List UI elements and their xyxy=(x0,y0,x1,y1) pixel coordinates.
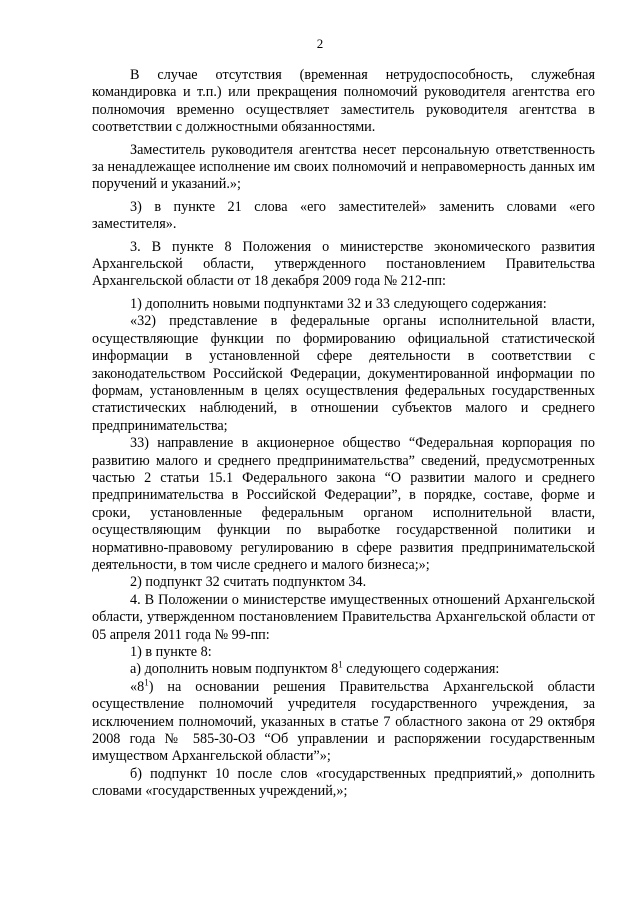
paragraph-12-text-before: «8 xyxy=(130,678,145,695)
page-number: 2 xyxy=(316,36,324,51)
paragraph-7: 33) направление в акционерное общество “Федеральная корпорация по развитию малого и среднего предпринимательства” сведений, предусмотренных частью 2 статьи 15.1 Федерального закона “О развитии малого и среднего предпринимательства в Российской Федерации”, в порядке, составе, форме и сроки, установленные федеральным органом исполнительной власти, осуществляющим функции по выработке государственной политики и нормативно-правовому регулированию в сфере развития предпринимательской деятельности, в том числе среднего и малого бизнеса;»; xyxy=(92,435,595,573)
document-body xyxy=(92,67,595,801)
paragraph-12-superscript: 1 xyxy=(144,677,149,688)
paragraph-12-text-after: ) на основании решения Правительства Архангельской области осуществление полномочий учредителя государственного учреждения, за исключением полномочий, указанных в статье 7 областного закона от 29 октября 2008 года № 585-30-ОЗ “Об управлении и распоряжении государственным имуществом Архангельской области”»; xyxy=(92,678,595,765)
paragraph-4: 3. В пункте 8 Положения о министерстве экономического развития Архангельской области, утвержденного постановлением Правительства Архангельской области от 18 декабря 2009 года № 212-пп: xyxy=(92,238,595,290)
paragraph-2: Заместитель руководителя агентства несет персональную ответственность за ненадлежащее исполнение им своих полномочий и неправомерность данных им поручений и указаний.»; xyxy=(92,141,595,193)
paragraph-11-text-before: а) дополнить новым подпунктом 8 xyxy=(130,661,339,678)
paragraph-13: б) подпункт 10 после слов «государственных предприятий,» дополнить словами «государственных учреждений,»; xyxy=(92,765,595,800)
paragraph-10: 1) в пункте 8: xyxy=(130,644,212,660)
paragraph-6: «32) представление в федеральные органы исполнительной власти, осуществляющие функции по формированию официальной статистической информации в установленной сфере деятельности в соответствии с законодательством Российской Федерации, документированной информации по формам, установленным в целях осуществления федеральных государственных статистических наблюдений, в отношении субъектов малого и среднего предпринимательства; xyxy=(92,313,595,434)
paragraph-9: 4. В Положении о министерстве имущественных отношений Архангельской области, утвержденном постановлением Правительства Архангельской области от 05 апреля 2011 года № 99-пп: xyxy=(92,591,595,643)
paragraph-11-text-after: следующего содержания: xyxy=(342,661,500,678)
paragraph-8: 2) подпункт 32 считать подпунктом 34. xyxy=(130,574,367,591)
paragraph-11-superscript: 1 xyxy=(338,659,343,670)
paragraph-11 xyxy=(92,661,595,678)
paragraph-5: 1) дополнить новыми подпунктами 32 и 33 следующего содержания: xyxy=(130,295,547,312)
paragraph-1: В случае отсутствия (временная нетрудоспособность, служебная командировка и т.п.) или прекращения полномочий руководителя агентства его полномочия временно осуществляет заместитель руководителя агентства в соответствии с должностными обязанностями. xyxy=(92,67,595,136)
paragraph-12 xyxy=(92,679,595,766)
paragraph-3: 3) в пункте 21 слова «его заместителей» заменить словами «его заместителя». xyxy=(92,198,595,233)
